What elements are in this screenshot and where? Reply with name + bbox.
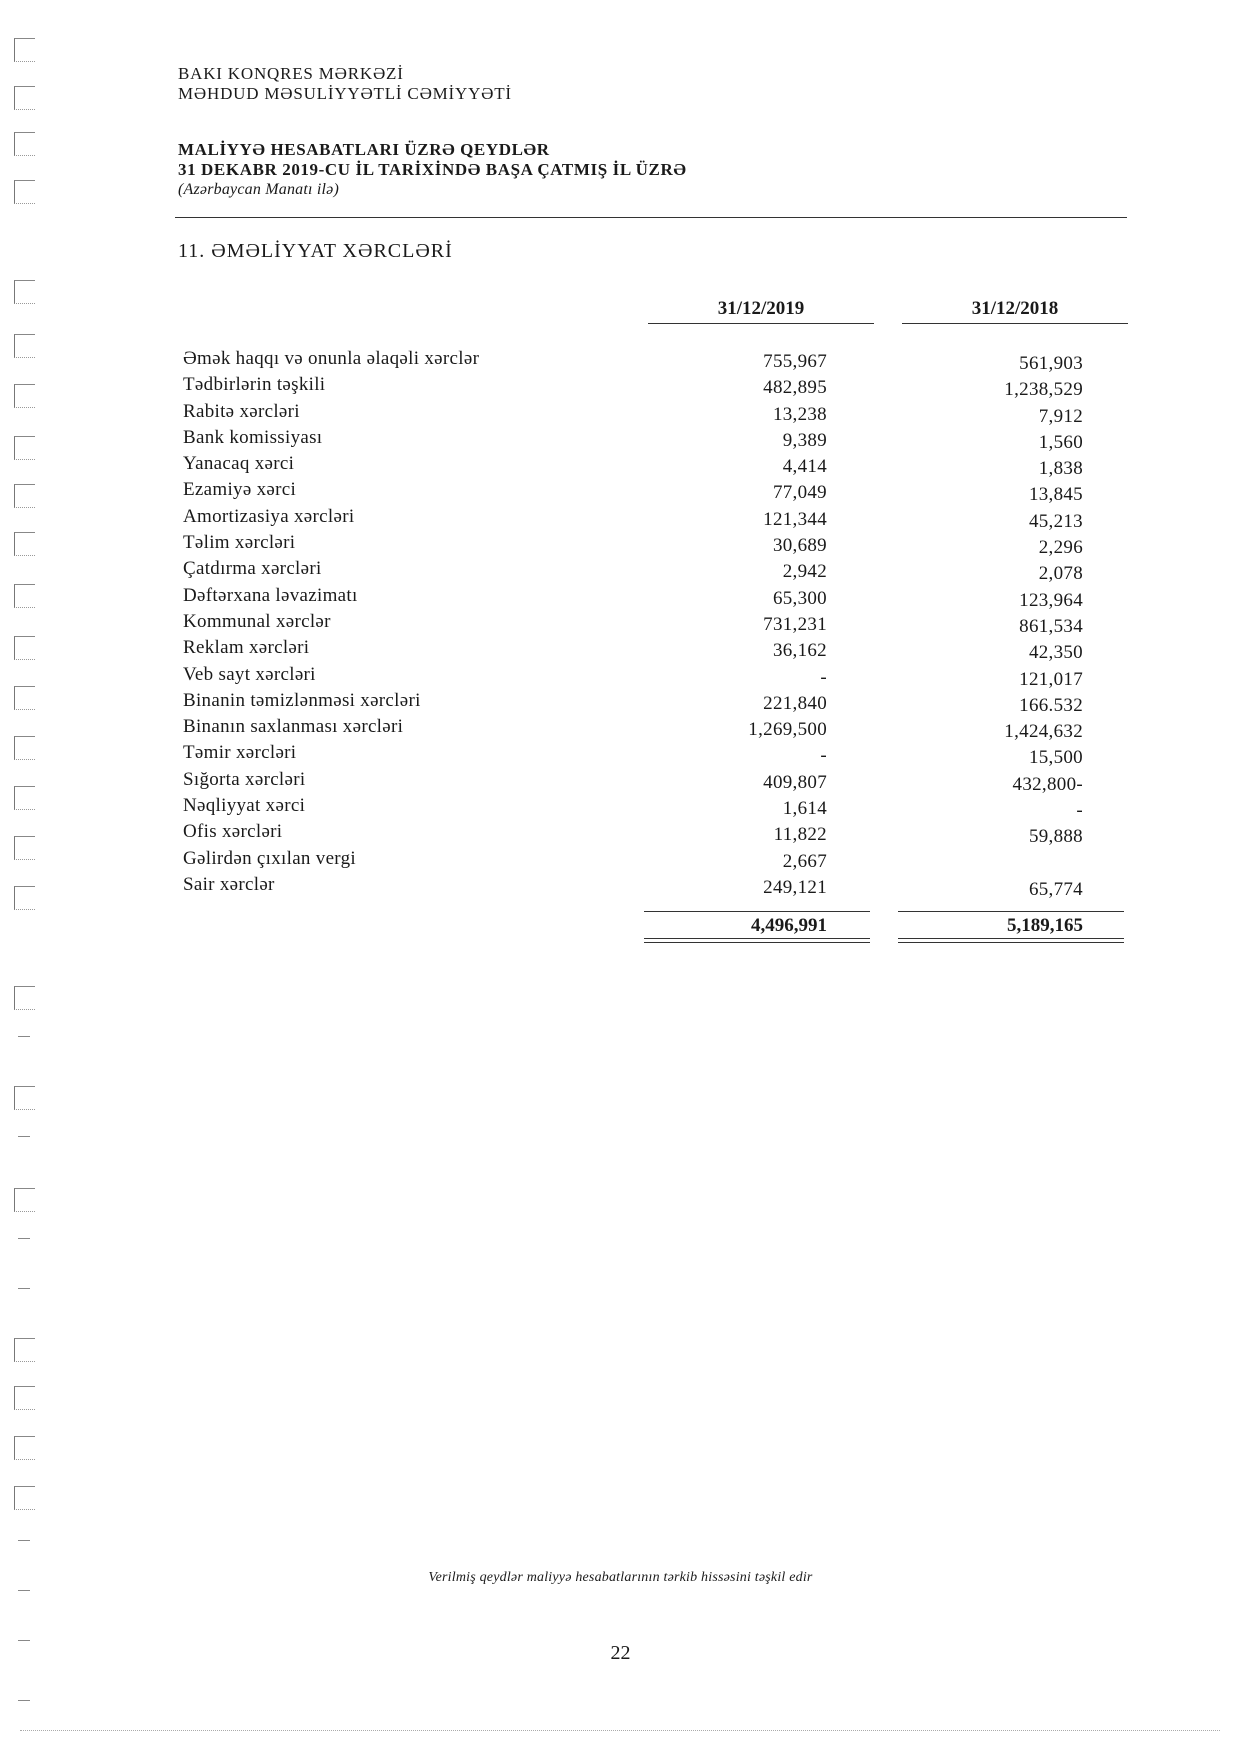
table-row xyxy=(0,769,1241,795)
value-2019: 65,300 xyxy=(772,587,827,609)
row-label: Təlim xərcləri xyxy=(183,532,296,554)
table-row xyxy=(0,690,1241,716)
value-2019: - xyxy=(820,666,827,688)
value-2019: - xyxy=(820,745,827,767)
value-2019: 77,049 xyxy=(772,482,827,504)
table-row xyxy=(0,453,1241,479)
company-line-1: BAKI KONQRES MƏRKƏZİ xyxy=(178,64,404,83)
row-label: Təmir xərcləri xyxy=(183,742,297,764)
table-row xyxy=(0,348,1241,374)
row-label: Ezamiyə xərci xyxy=(183,479,297,501)
total-double-underline xyxy=(644,938,870,943)
row-label: Veb sayt xərcləri xyxy=(183,663,316,685)
company-name xyxy=(178,64,512,104)
column-header-2019: 31/12/2019 xyxy=(717,298,805,319)
value-2018: 59,888 xyxy=(1028,826,1083,848)
row-label: Sığorta xərcləri xyxy=(183,768,306,790)
company-line-2: MƏHDUD MƏSULİYYƏTLİ CƏMİYYƏTİ xyxy=(178,84,512,103)
row-label: Amortizasiya xərcləri xyxy=(183,505,355,527)
row-label: Gəlirdən çıxılan vergi xyxy=(183,847,356,869)
total-rule xyxy=(644,911,870,912)
value-2018: - xyxy=(1076,800,1083,822)
value-2019: 121,344 xyxy=(763,508,827,530)
row-label: Binanin təmizlənməsi xərcləri xyxy=(183,689,421,711)
value-2019: 409,807 xyxy=(763,771,827,793)
row-label: Dəftərxana ləvazimatı xyxy=(183,584,358,606)
value-2018: 166.532 xyxy=(1019,694,1083,716)
value-2018: 2,078 xyxy=(1038,563,1083,585)
value-2019: 30,689 xyxy=(772,535,827,557)
table-row xyxy=(0,874,1241,900)
value-2019: 1,269,500 xyxy=(748,719,827,741)
table-row xyxy=(0,374,1241,400)
total-2019: 4,496,991 xyxy=(751,915,827,936)
value-2019: 1,614 xyxy=(782,798,827,820)
row-label: Bank komissiyası xyxy=(183,426,323,448)
column-header-underline xyxy=(648,323,874,324)
table-row xyxy=(0,848,1241,874)
value-2019: 11,822 xyxy=(773,824,827,846)
row-label: Reklam xərcləri xyxy=(183,637,310,659)
row-label: Əmək haqqı və onunla əlaqəli xərclər xyxy=(183,348,480,369)
report-title xyxy=(178,140,687,200)
total-2018: 5,189,165 xyxy=(1007,915,1083,936)
table-row xyxy=(0,401,1241,427)
table-row xyxy=(0,479,1241,505)
table-row xyxy=(0,795,1241,821)
value-2019: 36,162 xyxy=(772,640,827,662)
value-2018: 1,560 xyxy=(1038,431,1083,453)
table-row xyxy=(0,532,1241,558)
table-row xyxy=(0,742,1241,768)
row-label: Binanın saxlanması xərcləri xyxy=(183,716,404,738)
header-divider xyxy=(175,217,1127,218)
table-row xyxy=(0,585,1241,611)
value-2018: 42,350 xyxy=(1028,642,1083,664)
value-2019: 2,942 xyxy=(782,561,827,583)
section-heading: 11. ƏMƏLİYYAT XƏRCLƏRİ xyxy=(178,240,453,262)
table-row xyxy=(0,558,1241,584)
table-row xyxy=(0,427,1241,453)
row-label: Rabitə xərcləri xyxy=(183,400,300,422)
value-2018: 561,903 xyxy=(1019,353,1083,374)
table-row xyxy=(0,716,1241,742)
value-2018: 13,845 xyxy=(1028,484,1083,506)
value-2018: 1,238,529 xyxy=(1004,379,1083,401)
row-label: Ofis xərcləri xyxy=(183,821,283,843)
value-2018: 121,017 xyxy=(1019,668,1083,690)
value-2018: 2,296 xyxy=(1038,537,1083,559)
page-number: 22 xyxy=(610,1642,631,1664)
value-2019: 482,895 xyxy=(763,377,827,399)
row-label: Tədbirlərin təşkili xyxy=(183,374,326,396)
value-2018: 1,424,632 xyxy=(1004,721,1083,743)
total-double-underline xyxy=(898,938,1124,943)
table-row xyxy=(0,637,1241,663)
expense-table xyxy=(0,348,1241,900)
value-2018: 15,500 xyxy=(1028,747,1083,769)
table-row xyxy=(0,821,1241,847)
row-label: Kommunal xərclər xyxy=(183,610,331,632)
value-2019: 731,231 xyxy=(763,613,827,635)
currency-note: (Azərbaycan Manatı ilə) xyxy=(178,181,339,198)
total-rule xyxy=(898,911,1124,912)
footer-note: Verilmiş qeydlər maliyyə hesabatlarının tərkib hissəsini təşkil edir xyxy=(428,1570,813,1585)
value-2019: 13,238 xyxy=(772,403,827,425)
row-label: Çatdırma xərcləri xyxy=(183,558,322,580)
title-line-2: 31 DEKABR 2019-CU İL TARİXİNDƏ BAŞA ÇATMIŞ İL ÜZRƏ xyxy=(178,160,687,179)
value-2019: 249,121 xyxy=(763,876,827,898)
value-2019: 9,389 xyxy=(782,429,827,451)
value-2018: 861,534 xyxy=(1019,615,1083,637)
table-row xyxy=(0,506,1241,532)
column-header-2018: 31/12/2018 xyxy=(971,298,1059,319)
value-2018: 432,800- xyxy=(1012,773,1083,795)
table-row xyxy=(0,611,1241,637)
row-label: Yanacaq xərci xyxy=(183,453,295,475)
value-2019: 221,840 xyxy=(763,692,827,714)
row-label: Nəqliyyat xərci xyxy=(183,795,306,817)
value-2018: 7,912 xyxy=(1038,405,1083,427)
column-header-underline xyxy=(902,323,1128,324)
value-2019: 2,667 xyxy=(782,850,827,872)
scan-edge-dots xyxy=(20,1730,1220,1731)
value-2019: 755,967 xyxy=(763,351,827,372)
value-2018: 123,964 xyxy=(1019,589,1083,611)
row-label: Sair xərclər xyxy=(183,873,275,895)
value-2018: 65,774 xyxy=(1028,878,1083,900)
value-2019: 4,414 xyxy=(782,456,827,478)
value-2018: 1,838 xyxy=(1038,458,1083,480)
table-row xyxy=(0,664,1241,690)
value-2018: 45,213 xyxy=(1028,510,1083,532)
title-line-1: MALİYYƏ HESABATLARI ÜZRƏ QEYDLƏR xyxy=(178,140,550,159)
